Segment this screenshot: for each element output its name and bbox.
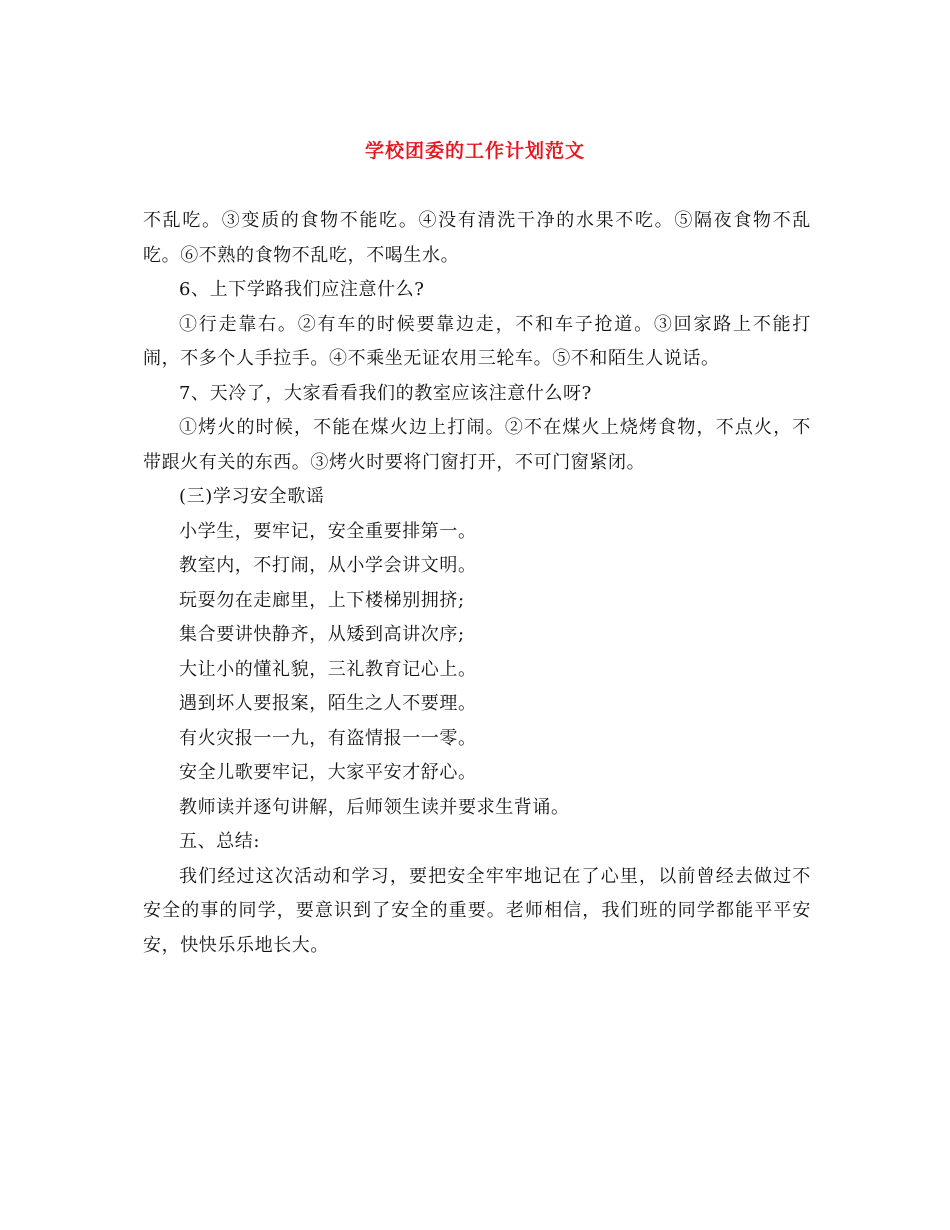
paragraph: 大让小的懂礼貌，三礼教育记心上。 <box>179 658 477 680</box>
paragraph: 有火灾报一一九，有盗情报一一零。 <box>179 727 477 749</box>
paragraph: 教师读并逐句讲解，后师领生读并要求生背诵。 <box>179 796 570 818</box>
paragraph: (三)学习安全歌谣 <box>179 486 325 507</box>
paragraph: 7、天冷了，大家看看我们的教室应该注意什么呀? <box>179 382 592 404</box>
document-title: 学校团委的工作计划范文 <box>364 140 585 162</box>
document-body <box>143 204 811 963</box>
paragraph: 教室内，不打闹，从小学会讲文明。 <box>179 555 477 576</box>
paragraph: 安全儿歌要牢记，大家平安才舒心。 <box>179 762 477 783</box>
paragraph: ①烤火的时候，不能在煤火边上打闹。②不在煤火上烧烤食物，不点火，不带跟火有关的东西。③烤火时要将门窗打开，不可门窗紧闭。 <box>143 417 811 473</box>
paragraph: 玩耍勿在走廊里，上下楼梯别拥挤; <box>179 589 465 611</box>
paragraph: 不乱吃。③变质的食物不能吃。④没有清洗干净的水果不吃。⑤隔夜食物不乱吃。⑥不熟的食物不乱吃，不喝生水。 <box>143 210 811 266</box>
paragraph: 集合要讲快静齐，从矮到高讲次序; <box>179 624 465 645</box>
paragraph: ①行走靠右。②有车的时候要靠边走，不和车子抢道。③回家路上不能打闹，不多个人手拉手。④不乘坐无证农用三轮车。⑤不和陌生人说话。 <box>143 313 811 369</box>
paragraph: 遇到坏人要报案，陌生之人不要理。 <box>179 693 477 714</box>
paragraph: 我们经过这次活动和学习，要把安全牢牢地记在了心里，以前曾经去做过不安全的事的同学，要意识到了安全的重要。老师相信，我们班的同学都能平平安安，快快乐乐地长大。 <box>143 865 811 956</box>
paragraph: 6、上下学路我们应注意什么? <box>179 279 425 300</box>
paragraph: 五、总结: <box>179 831 261 852</box>
paragraph: 小学生，要牢记，安全重要排第一。 <box>179 520 477 542</box>
